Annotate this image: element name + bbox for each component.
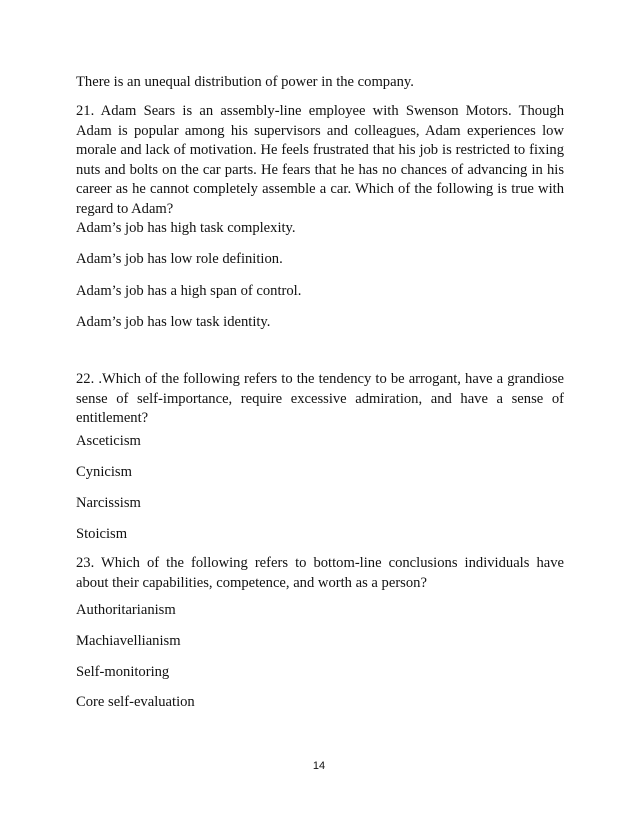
question-22-option-1: Asceticism: [76, 433, 141, 449]
question-22-stem: 22. .Which of the following refers to the tendency to be arrogant, have a grandiose sense of self-importance, require excessive admiration, and have a sense of entitlement?: [76, 371, 564, 426]
question-21-option-2: Adam’s job has low role definition.: [76, 251, 283, 267]
question-21-stem: 21. Adam Sears is an assembly-line employee with Swenson Motors. Though Adam is popular among his supervisors and colleagues, Adam experiences low morale and lack of motivation. He feels frustrated that his job is restricted to fixing nuts and bolts on the car parts. He fears that he has no chances of advancing in his career as he cannot completely assemble a car. Which of the following is true with regard to Adam?: [76, 103, 564, 217]
question-23-option-1: Authoritarianism: [76, 602, 176, 618]
question-22-option-4: Stoicism: [76, 526, 128, 542]
question-22-option-2: Cynicism: [76, 464, 132, 480]
lead-answer-text: There is an unequal distribution of power in the company.: [76, 74, 414, 90]
question-22-option-3: Narcissism: [76, 495, 141, 511]
question-23-option-3: Self-monitoring: [76, 664, 170, 680]
question-23-option-2: Machiavellianism: [76, 633, 181, 649]
question-23-stem: 23. Which of the following refers to bottom-line conclusions individuals have about their capabilities, competence, and worth as a person?: [76, 555, 564, 591]
page-number: 14: [312, 760, 326, 772]
question-21-option-1: Adam’s job has high task complexity.: [76, 220, 296, 236]
question-21-option-4: Adam’s job has low task identity.: [76, 314, 271, 330]
question-21-option-3: Adam’s job has a high span of control.: [76, 283, 302, 299]
question-23-option-4: Core self-evaluation: [76, 694, 195, 710]
